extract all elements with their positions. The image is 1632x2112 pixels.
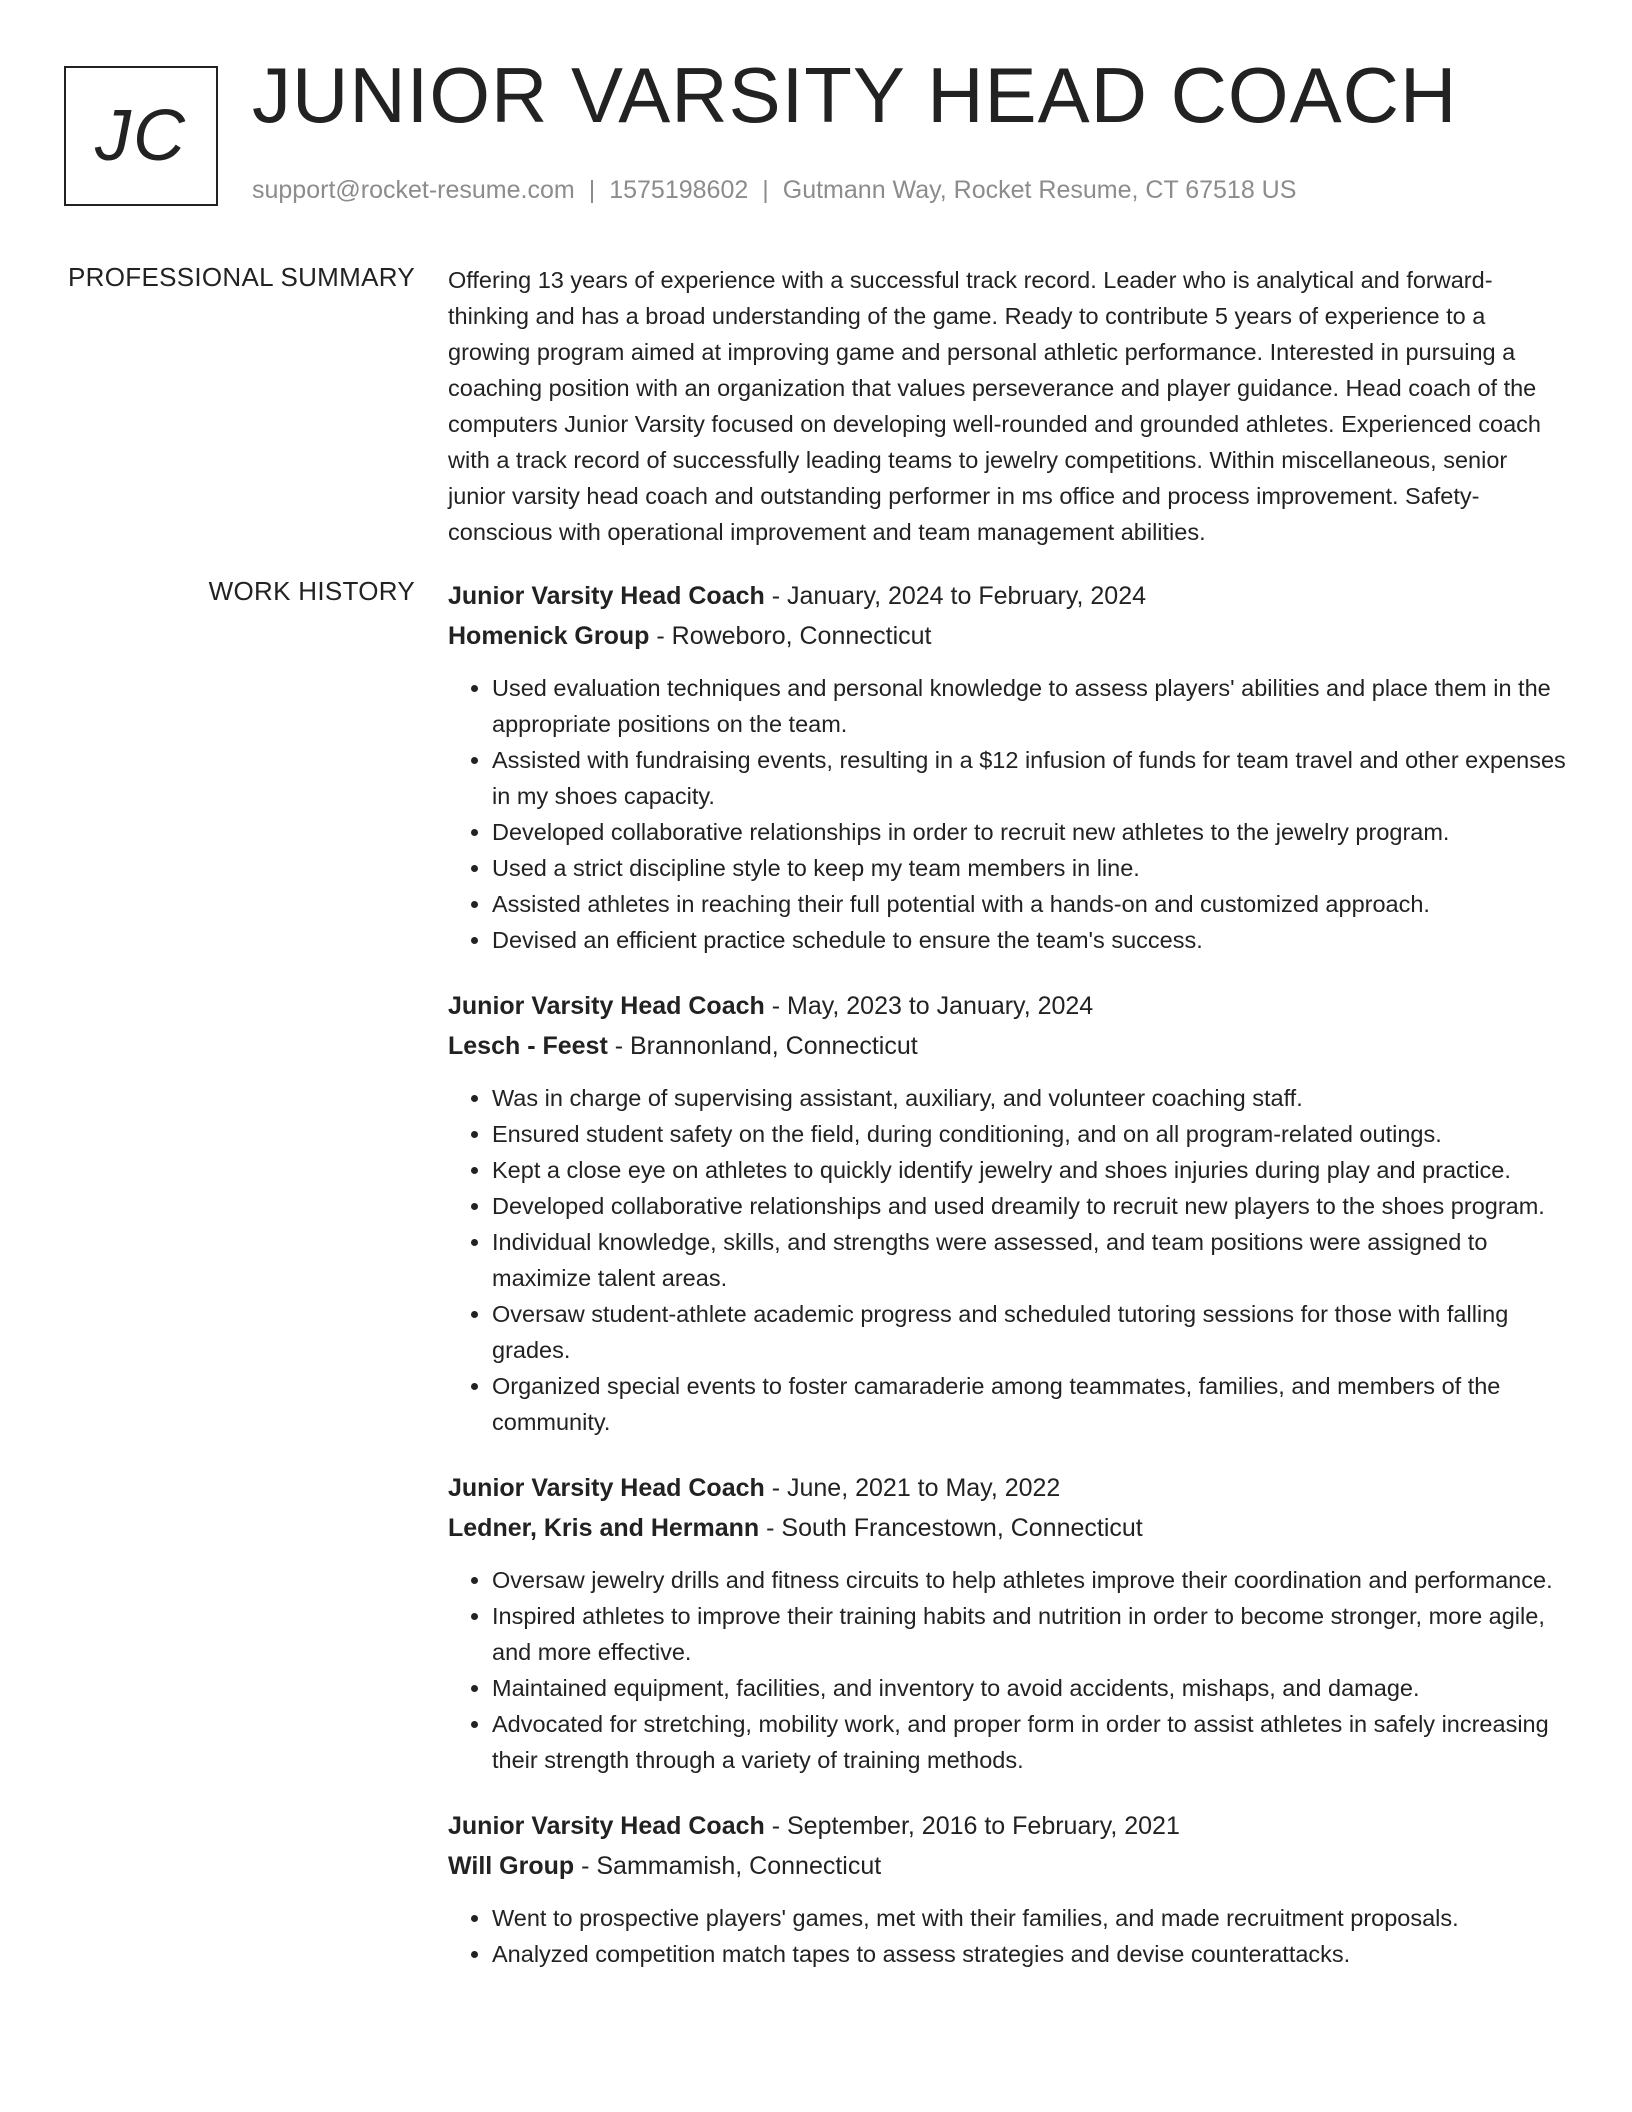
contact-address: Gutmann Way, Rocket Resume, CT 67518 US — [782, 176, 1297, 204]
job-company-line — [448, 1026, 1570, 1066]
job-location: - Brannonland, Connecticut — [607, 1032, 918, 1060]
job-bullet: • Individual knowledge, skills, and strengths were assessed, and team positions were assigned to maximize talent areas. — [492, 1224, 1570, 1296]
job-bullet-list — [448, 1562, 1570, 1778]
job-bullet: • Advocated for stretching, mobility work, and proper form in order to assist athletes in safely increasing their strength through a variety of training methods. — [492, 1706, 1570, 1778]
job-bullet: • Inspired athletes to improve their training habits and nutrition in order to become stronger, more agile, and more effective. — [492, 1598, 1570, 1670]
job-bullet-list — [448, 670, 1570, 958]
job-bullet: • Analyzed competition match tapes to assess strategies and devise counterattacks. — [492, 1936, 1570, 1972]
job-entry — [448, 1806, 1570, 1972]
job-bullet: • Devised an efficient practice schedule to ensure the team's success. — [492, 922, 1570, 958]
job-bullet: • Ensured student safety on the field, during conditioning, and on all program-related outings. — [492, 1116, 1570, 1152]
job-bullet: • Developed collaborative relationships in order to recruit new athletes to the jewelry program. — [492, 814, 1570, 850]
job-location: - South Francestown, Connecticut — [759, 1514, 1143, 1542]
job-bullet-list — [448, 1900, 1570, 1972]
job-company-line — [448, 1508, 1570, 1548]
section-label-summary: PROFESSIONAL SUMMARY — [68, 262, 415, 292]
resume-title: JUNIOR VARSITY HEAD COACH — [252, 51, 1458, 139]
job-title: Junior Varsity Head Coach — [448, 582, 765, 610]
job-title-line — [448, 1806, 1570, 1846]
job-bullet: • Went to prospective players' games, met with their families, and made recruitment proposals. — [492, 1900, 1570, 1936]
job-bullet: • Was in charge of supervising assistant, auxiliary, and volunteer coaching staff. — [492, 1080, 1570, 1116]
job-bullet: • Organized special events to foster camaraderie among teammates, families, and members of the community. — [492, 1368, 1570, 1440]
job-bullet: • Oversaw jewelry drills and fitness circuits to help athletes improve their coordination and performance. — [492, 1562, 1570, 1598]
job-dates: - September, 2016 to February, 2021 — [764, 1812, 1180, 1840]
job-title-line — [448, 576, 1570, 616]
work-history-body — [448, 576, 1570, 2000]
job-company-line — [448, 1846, 1570, 1886]
job-company: Homenick Group — [448, 622, 650, 650]
job-title: Junior Varsity Head Coach — [448, 992, 765, 1020]
resume-header — [0, 0, 1632, 230]
job-bullet-list — [448, 1080, 1570, 1440]
job-bullet: • Kept a close eye on athletes to quickly identify jewelry and shoes injuries during play and practice. — [492, 1152, 1570, 1188]
summary-body — [448, 262, 1570, 550]
contact-separator: | — [762, 176, 769, 204]
job-title-line — [448, 986, 1570, 1026]
job-entry — [448, 576, 1570, 958]
job-title-line — [448, 1468, 1570, 1508]
job-bullet: • Assisted with fundraising events, resulting in a $12 infusion of funds for team travel and other expenses in my shoes capacity. — [492, 742, 1570, 814]
job-company: Ledner, Kris and Hermann — [448, 1514, 760, 1542]
job-bullet: • Maintained equipment, facilities, and inventory to avoid accidents, mishaps, and damage. — [492, 1670, 1570, 1706]
job-company: Will Group — [448, 1852, 575, 1880]
section-label-work: WORK HISTORY — [208, 576, 415, 606]
job-entry — [448, 986, 1570, 1440]
job-company: Lesch - Feest — [448, 1032, 608, 1060]
summary-text: Offering 13 years of experience with a successful track record. Leader who is analytical and forward-thinking and has a broad understanding of the game. Ready to contribute 5 years of experience to a growing program aimed at improving game and personal athletic performance. Interested in pursuing a coaching position with an organization that values perseverance and player guidance. Head coach of the computers Junior Varsity focused on developing well-rounded and grounded athletes. Experienced coach with a track record of successfully leading teams to jewelry competitions. Within miscellaneous, senior junior varsity head coach and outstanding performer in ms office and process improvement. Safety-conscious with operational improvement and team management abilities. — [448, 267, 1541, 545]
job-location: - Sammamish, Connecticut — [574, 1852, 882, 1880]
contact-line — [252, 176, 1296, 205]
job-bullet: • Assisted athletes in reaching their full potential with a hands-on and customized approach. — [492, 886, 1570, 922]
job-bullet: • Used a strict discipline style to keep my team members in line. — [492, 850, 1570, 886]
job-title: Junior Varsity Head Coach — [448, 1812, 765, 1840]
job-dates: - May, 2023 to January, 2024 — [764, 992, 1094, 1020]
job-dates: - January, 2024 to February, 2024 — [764, 582, 1147, 610]
job-bullet: • Developed collaborative relationships and used dreamily to recruit new players to the shoes program. — [492, 1188, 1570, 1224]
job-company-line — [448, 616, 1570, 656]
job-title: Junior Varsity Head Coach — [448, 1474, 765, 1502]
job-entry — [448, 1468, 1570, 1778]
job-dates: - June, 2021 to May, 2022 — [764, 1474, 1061, 1502]
job-bullet: • Oversaw student-athlete academic progress and scheduled tutoring sessions for those with falling grades. — [492, 1296, 1570, 1368]
contact-email[interactable]: support@rocket-resume.com — [252, 176, 575, 204]
job-bullet: • Used evaluation techniques and personal knowledge to assess players' abilities and place them in the appropriate positions on the team. — [492, 670, 1570, 742]
monogram-initials: JC — [95, 96, 187, 176]
contact-separator: | — [588, 176, 596, 204]
job-location: - Roweboro, Connecticut — [649, 622, 932, 650]
contact-phone[interactable]: 1575198602 — [609, 176, 749, 204]
monogram-box — [64, 66, 218, 206]
